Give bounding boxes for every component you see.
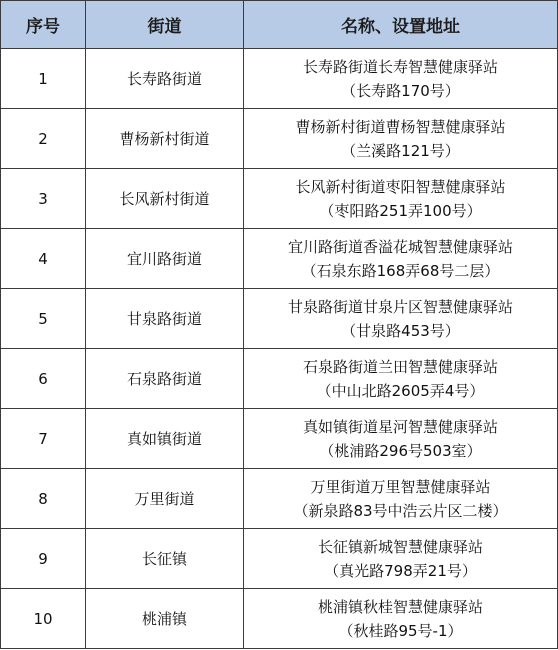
row-index: 1 [1,49,86,109]
row-street: 曹杨新村街道 [86,109,244,169]
header-street: 街道 [86,1,244,49]
table-row [1,49,558,109]
row-street: 桃浦镇 [86,589,244,649]
row-street: 真如镇街道 [86,409,244,469]
station-name: 曹杨新村街道曹杨智慧健康驿站 [295,117,506,136]
station-address: （新泉路83号中浩云片区二楼） [293,501,508,520]
station-address: （长寿路170号） [341,81,460,100]
row-street: 宜川路街道 [86,229,244,289]
row-station [244,589,558,649]
row-index: 9 [1,529,86,589]
row-station [244,109,558,169]
table-row [1,289,558,349]
table-row [1,109,558,169]
row-station [244,469,558,529]
station-name: 桃浦镇秋桂智慧健康驿站 [317,597,483,616]
row-station [244,289,558,349]
row-street: 万里街道 [86,469,244,529]
table-row [1,229,558,289]
station-name: 万里街道万里智慧健康驿站 [310,477,491,496]
row-index: 7 [1,409,86,469]
station-name: 石泉路街道兰田智慧健康驿站 [302,357,498,376]
station-name: 宜川路街道香溢花城智慧健康驿站 [287,237,513,256]
row-station [244,409,558,469]
row-street: 长寿路街道 [86,49,244,109]
table-header-row [1,1,558,49]
station-address: （秋桂路95号-1） [338,621,463,640]
row-street: 石泉路街道 [86,349,244,409]
table-row [1,469,558,529]
station-address: （枣阳路251弄100号） [319,201,482,220]
station-name: 甘泉路街道甘泉片区智慧健康驿站 [287,297,513,316]
row-street: 长征镇 [86,529,244,589]
row-index: 6 [1,349,86,409]
row-station [244,529,558,589]
row-station [244,349,558,409]
station-address: （中山北路2605弄4号） [316,381,485,400]
row-station [244,49,558,109]
header-station: 名称、设置地址 [244,1,558,49]
station-name: 长寿路街道长寿智慧健康驿站 [302,57,498,76]
row-index: 8 [1,469,86,529]
row-street: 甘泉路街道 [86,289,244,349]
station-name: 真如镇街道星河智慧健康驿站 [302,417,498,436]
row-station [244,229,558,289]
header-index: 序号 [1,1,86,49]
station-address: （兰溪路121号） [341,141,460,160]
table-row [1,529,558,589]
station-address: （桃浦路296号503室） [319,441,482,460]
table-row [1,589,558,649]
row-index: 10 [1,589,86,649]
station-name: 长征镇新城智慧健康驿站 [317,537,483,556]
table-row [1,349,558,409]
table-row [1,169,558,229]
table-row [1,409,558,469]
station-name: 长风新村街道枣阳智慧健康驿站 [295,177,506,196]
station-address: （真光路798弄21号） [324,561,477,580]
station-address: （甘泉路453号） [341,321,460,340]
station-address: （石泉东路168弄68号二层） [301,261,500,280]
row-station [244,169,558,229]
row-street: 长风新村街道 [86,169,244,229]
row-index: 5 [1,289,86,349]
row-index: 2 [1,109,86,169]
row-index: 3 [1,169,86,229]
row-index: 4 [1,229,86,289]
